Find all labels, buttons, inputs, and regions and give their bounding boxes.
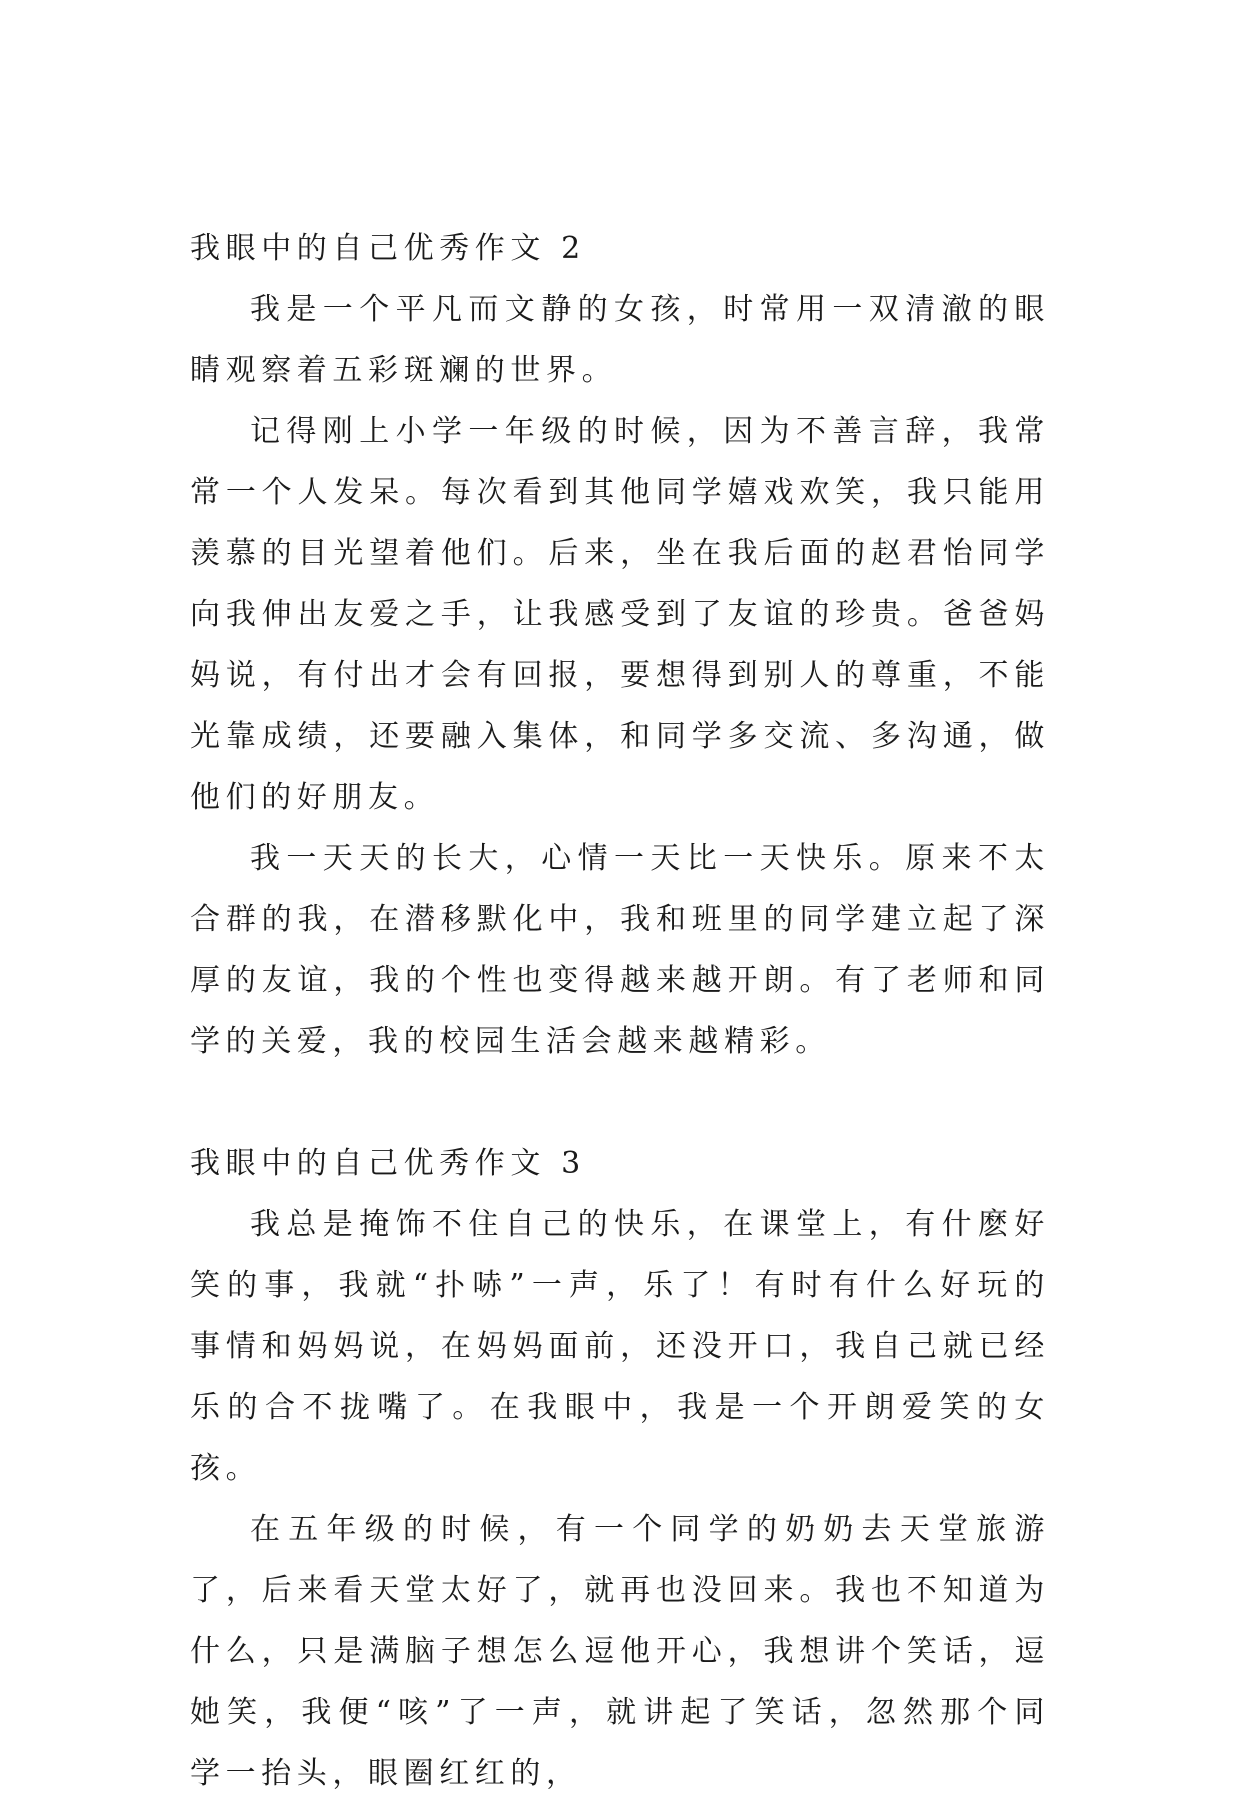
essay-section-3	[190, 1133, 1050, 1804]
essay-section-2	[190, 218, 1050, 1072]
paragraph: 我总是掩饰不住自己的快乐，在课堂上，有什麽好笑的事，我就“扑哧”一声，乐了！有时有什么好玩的事情和妈妈说，在妈妈面前，还没开口，我自己就已经乐的合不拢嘴了。在我眼中，我是一个开朗爱笑的女孩。	[190, 1207, 1050, 1486]
paragraph: 记得刚上小学一年级的时候，因为不善言辞，我常常一个人发呆。每次看到其他同学嬉戏欢笑，我只能用羡慕的目光望着他们。后来，坐在我后面的赵君怡同学向我伸出友爱之手，让我感受到了友谊的珍贵。爸爸妈妈说，有付出才会有回报，要想得到别人的尊重，不能光靠成绩，还要融入集体，和同学多交流、多沟通，做他们的好朋友。	[190, 414, 1050, 815]
section-title: 我眼中的自己优秀作文 2	[190, 231, 586, 266]
essay-text	[190, 218, 1050, 1804]
section-title: 我眼中的自己优秀作文 3	[190, 1146, 586, 1181]
paragraph: 我是一个平凡而文静的女孩，时常用一双清澈的眼睛观察着五彩斑斓的世界。	[190, 292, 1050, 388]
paragraph: 我一天天的长大，心情一天比一天快乐。原来不太合群的我，在潜移默化中，我和班里的同学建立起了深厚的友谊，我的个性也变得越来越开朗。有了老师和同学的关爱，我的校园生活会越来越精彩。	[190, 841, 1050, 1059]
paragraph: 在五年级的时候，有一个同学的奶奶去天堂旅游了，后来看天堂太好了，就再也没回来。我也不知道为什么，只是满脑子想怎么逗他开心，我想讲个笑话，逗她笑，我便“咳”了一声，就讲起了笑话，忽然那个同学一抬头，眼圈红红的，	[190, 1512, 1050, 1791]
